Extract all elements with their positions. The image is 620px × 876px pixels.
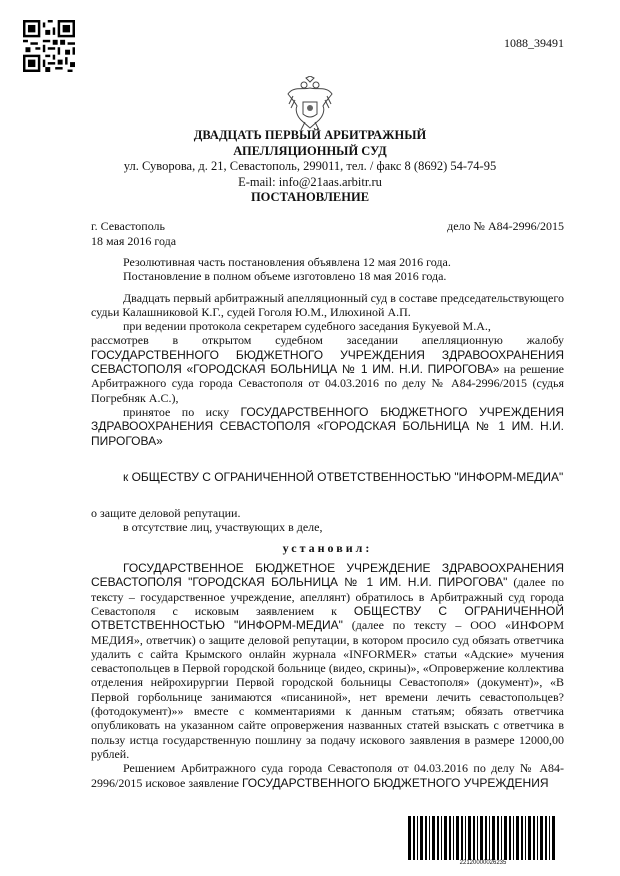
paragraph (91, 761, 564, 790)
case-meta (91, 219, 564, 249)
paragraph-text: (далее по тексту – государственное учреждение, апеллянт) обратилось в Арбитражный суд города Севастополя с исковым заявлением к (91, 575, 564, 618)
court-email: E-mail: info@21aas.arbitr.ru (238, 174, 382, 189)
party-name: ГОСУДАРСТВЕННОГО БЮДЖЕТНОГО УЧРЕЖДЕНИЯ ЗДРАВООХРАНЕНИЯ СЕВАСТОПОЛЯ «ГОРОДСКАЯ БОЛЬНИЦА № 1 ИМ. Н.И. ПИРОГОВА» (91, 404, 564, 448)
party-name: ГОСУДАРСТВЕННОЕ БЮДЖЕТНОЕ УЧРЕЖДЕНИЕ ЗДРАВООХРАНЕНИЯ СЕВАСТОПОЛЯ "ГОРОДСКАЯ БОЛЬНИЦА № 1 ИМ. Н.И. ПИРОГОВА" (91, 561, 564, 590)
barcode-number: 22120000026235 (459, 860, 507, 866)
paragraph-text: Решением Арбитражного суда города Севастополя от 04.03.2016 по делу № А84-2996/2015 исковое заявление (91, 761, 564, 790)
qr-code (23, 20, 75, 72)
court-header (0, 128, 620, 206)
paragraph-text: на решение Арбитражного суда города Севастополя от 04.03.2016 по делу № А84-2996/2015 (судья Погребняк А.С.), (91, 362, 565, 405)
paragraph (91, 405, 564, 448)
document-type: ПОСТАНОВЛЕНИЕ (250, 190, 370, 204)
paragraph: Резолютивная часть постановления объявлена 12 мая 2016 года. (123, 255, 451, 269)
paragraph-text: (далее по тексту – ООО «ИНФОРМ МЕДИЯ», ответчик) о защите деловой репутации, в котором просило суд обязать ответчика удалить с сайта Крымского онлайн журнала «INFORMER» статьи «Адские» мучения севастопольцев в Первой городской больнице (видео, скрины)», «Опровержение коллектива отделения нейрохирургии Первой городской больницы Севастополя» (документ)», «В Первой горбольнице занимаются «писаниной», нет времени лечить севастопольцев? (фотодокумент)»» вместе с комментариями к данным статьям; обязать ответчика опубликовать на указанном сайте опровержения названных статей взыскать с ответчика в пользу истца государственную пошлину за подачу искового заявления в размере 12000,00 рублей. (91, 618, 564, 761)
paragraph-text: рассмотрев в открытом судебном заседании апелляционную жалобу (91, 333, 564, 348)
paragraph: о защите деловой репутации. (91, 506, 241, 521)
court-name-line1: ДВАДЦАТЬ ПЕРВЫЙ АРБИТРАЖНЫЙ (193, 128, 427, 142)
party-name: ГОСУДАРСТВЕННОГО БЮДЖЕТНОГО УЧРЕЖДЕНИЯ (241, 775, 549, 790)
party-name: ГОСУДАРСТВЕННОГО БЮДЖЕТНОГО УЧРЕЖДЕНИЯ ЗДРАВООХРАНЕНИЯ СЕВАСТОПОЛЯ «ГОРОДСКАЯ БОЛЬНИЦА № 1 ИМ. Н.И. ПИРОГОВА» (91, 347, 564, 377)
coat-of-arms-emblem (285, 76, 335, 132)
paragraph-text: принятое по иску (123, 404, 241, 419)
city: г. Севастополь (91, 219, 166, 233)
section-heading: установил: (282, 540, 373, 555)
document-number: 1088_39491 (504, 36, 564, 50)
case-number: дело № А84-2996/2015 (447, 219, 564, 233)
paragraph: в отсутствие лиц, участвующих в деле, (123, 520, 323, 535)
party-name: ОБЩЕСТВУ С ОГРАНИЧЕННОЙ ОТВЕТСТВЕННОСТЬЮ "ИНФОРМ-МЕДИА" (91, 603, 564, 633)
court-address: ул. Суворова, д. 21, Севастополь, 299011, тел. / факс 8 (8692) 54-74-95 (123, 159, 497, 173)
paragraph (91, 561, 564, 761)
decision-date: 18 мая 2016 года (91, 234, 177, 248)
barcode (408, 816, 558, 862)
document-body (91, 255, 564, 797)
paragraph: Двадцать первый арбитражный апелляционный суд в составе председательствующего судьи Калашниковой К.Г., судей Гоголя Ю.М., Илюхиной А.П. (91, 290, 564, 319)
court-name-line2: АПЕЛЛЯЦИОННЫЙ СУД (233, 143, 387, 158)
paragraph: к ОБЩЕСТВУ С ОГРАНИЧЕННОЙ ОТВЕТСТВЕННОСТЬЮ "ИНФОРМ-МЕДИА" (123, 469, 564, 484)
paragraph: при ведении протокола секретарем судебного заседания Букуевой М.А., (123, 319, 491, 334)
paragraph: Постановление в полном объеме изготовлено 18 мая 2016 года. (123, 269, 447, 284)
paragraph (91, 333, 564, 404)
